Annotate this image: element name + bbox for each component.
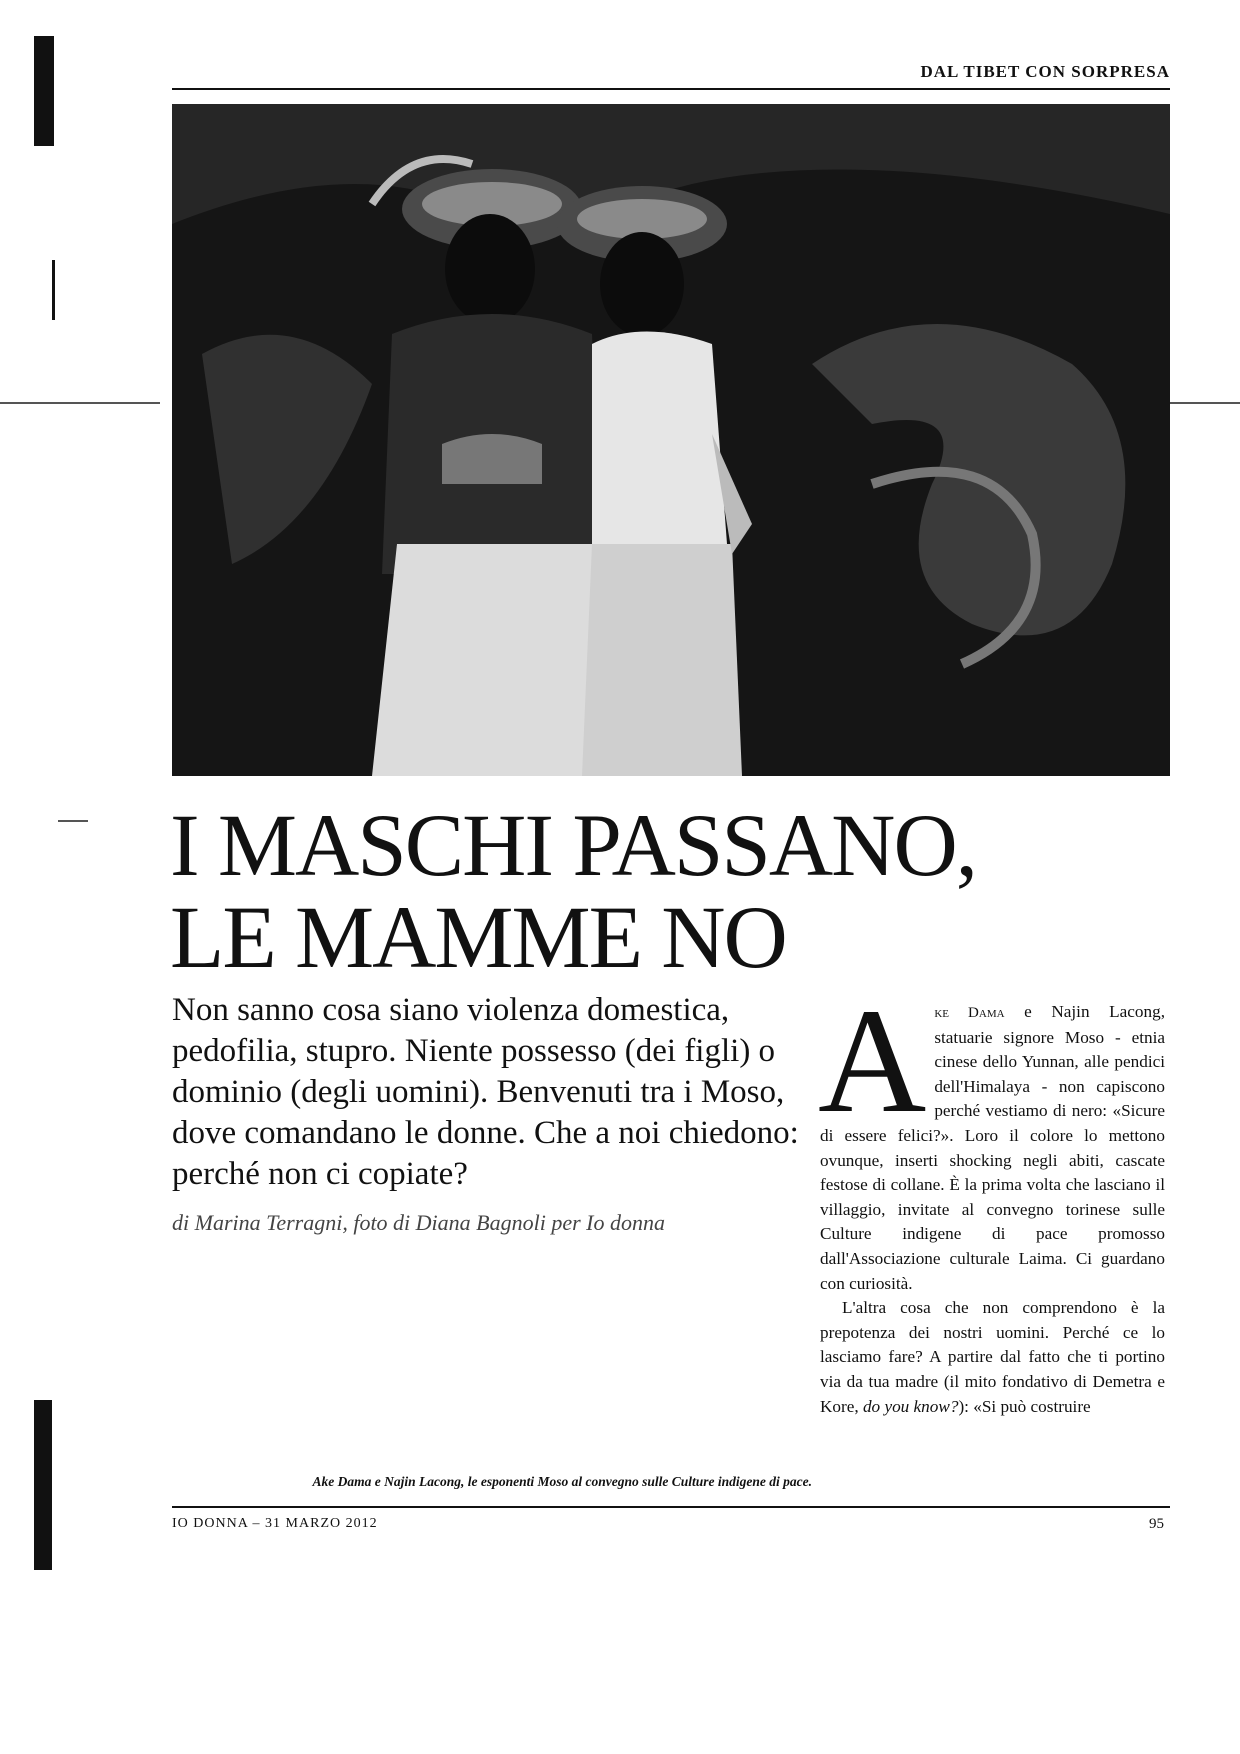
standfirst: Non sanno cosa siano violenza domestica, pedofilia, stupro. Niente possesso (dei figli) o dominio (degli uomini). Benvenuti tra i Moso, dove comandano le donne. Che a noi chiedono: perché non ci copiate? — [172, 992, 799, 1192]
scan-artifact-bottom — [34, 1400, 52, 1570]
body-paragraph-1 — [818, 978, 1165, 1296]
body-paragraph-2 — [820, 1296, 1165, 1419]
photo-two-women-icon — [172, 104, 1170, 776]
lead-in: ke Dama — [934, 1005, 1005, 1021]
headline-line-1: I MASCHI PASSANO, — [170, 797, 976, 895]
article-body — [818, 978, 1165, 1419]
scan-artifact-line — [0, 402, 160, 404]
paragraph-2-italic: do you know? — [862, 1396, 959, 1416]
byline: di Marina Terragni, foto di Diana Bagnoli per Io donna — [172, 1210, 665, 1235]
scan-artifact-mid — [52, 260, 55, 320]
paragraph-2-before: L'altra cosa che non comprendono è la prepotenza dei nostri uomini. Perché ce lo lasciamo fare? A partire dal fatto che ti portino via da tua madre (il mito fondativo di Demetra e Kore, — [820, 1298, 1165, 1416]
running-head: DAL TIBET CON SORPRESA — [172, 62, 1170, 90]
article-photo — [172, 104, 1170, 776]
footer-rule — [172, 1506, 1170, 1508]
paragraph-2-after: ): «Si può costruire — [958, 1396, 1091, 1416]
page-number: 95 — [1149, 1516, 1164, 1532]
drop-cap: A — [818, 978, 927, 1144]
photo-caption: Ake Dama e Najin Lacong, le esponenti Moso al convegno sulle Culture indigene di pace. — [312, 1474, 812, 1489]
scan-artifact-top — [34, 36, 54, 146]
footer-issue: IO DONNA – 31 MARZO 2012 — [172, 1516, 378, 1531]
scan-artifact-dash — [58, 820, 88, 822]
headline — [170, 797, 1070, 987]
headline-line-2: LE MAMME NO — [170, 889, 786, 987]
paragraph-1-text: e Najin Lacong, statuarie signore Moso - etnia cinese dello Yunnan, alle pendici dell'Himalaya - non capiscono perché vestiamo di nero: «Sicure di essere felici?». Loro il colore lo mettono ovunque, inserti shocking negli abiti, cascate festose di collane. È la prima volta che lasciano il villaggio, invitate al convegno torinese sulle Culture indigene di pace promosso dall'Associazione culturale Laima. Ci guardano con curiosità. — [820, 1002, 1165, 1293]
